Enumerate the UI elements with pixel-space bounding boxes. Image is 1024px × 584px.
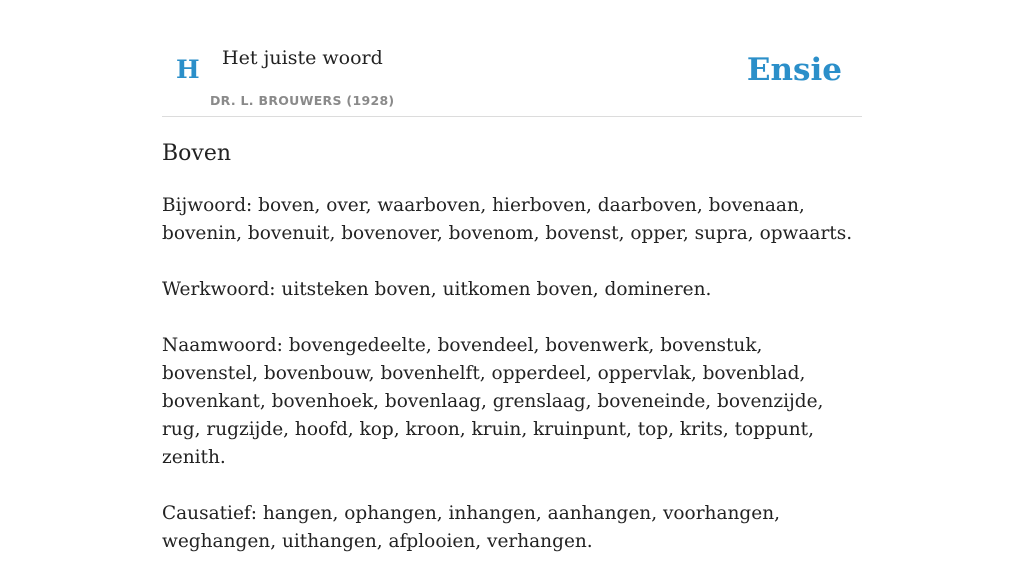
book-author: DR. L. BROUWERS (1928) bbox=[210, 93, 395, 108]
header bbox=[162, 0, 862, 117]
book-letter-link[interactable]: H bbox=[176, 55, 200, 84]
paragraph-werkwoord: Werkwoord: uitsteken boven, uitkomen boven, domineren. bbox=[162, 279, 712, 300]
article-title: Boven bbox=[162, 141, 232, 166]
brand-logo-link[interactable]: Ensie bbox=[746, 52, 842, 88]
book-title-link[interactable]: Het juiste woord bbox=[222, 47, 383, 69]
paragraph-naamwoord: Naamwoord: bovengedeelte, bovendeel, bovenwerk, bovenstuk, bovenstel, bovenbouw, bovenhelft, opperdeel, oppervlak, bovenblad, bovenkant, bovenhoek, bovenlaag, grenslaag, boveneinde, bovenzijde, rug, rugzijde, hoofd, kop, kroon, kruin, kruinpunt, top, krits, toppunt, zenith. bbox=[162, 335, 824, 468]
paragraph-bijwoord: Bijwoord: boven, over, waarboven, hierboven, daarboven, bovenaan, bovenin, bovenuit, bovenover, bovenom, bovenst, opper, supra, opwaarts. bbox=[162, 195, 853, 244]
article-body bbox=[162, 192, 862, 584]
paragraph-causatief: Causatief: hangen, ophangen, inhangen, aanhangen, voorhangen, weghangen, uithangen, afplooien, verhangen. bbox=[162, 503, 780, 552]
page bbox=[162, 0, 862, 552]
